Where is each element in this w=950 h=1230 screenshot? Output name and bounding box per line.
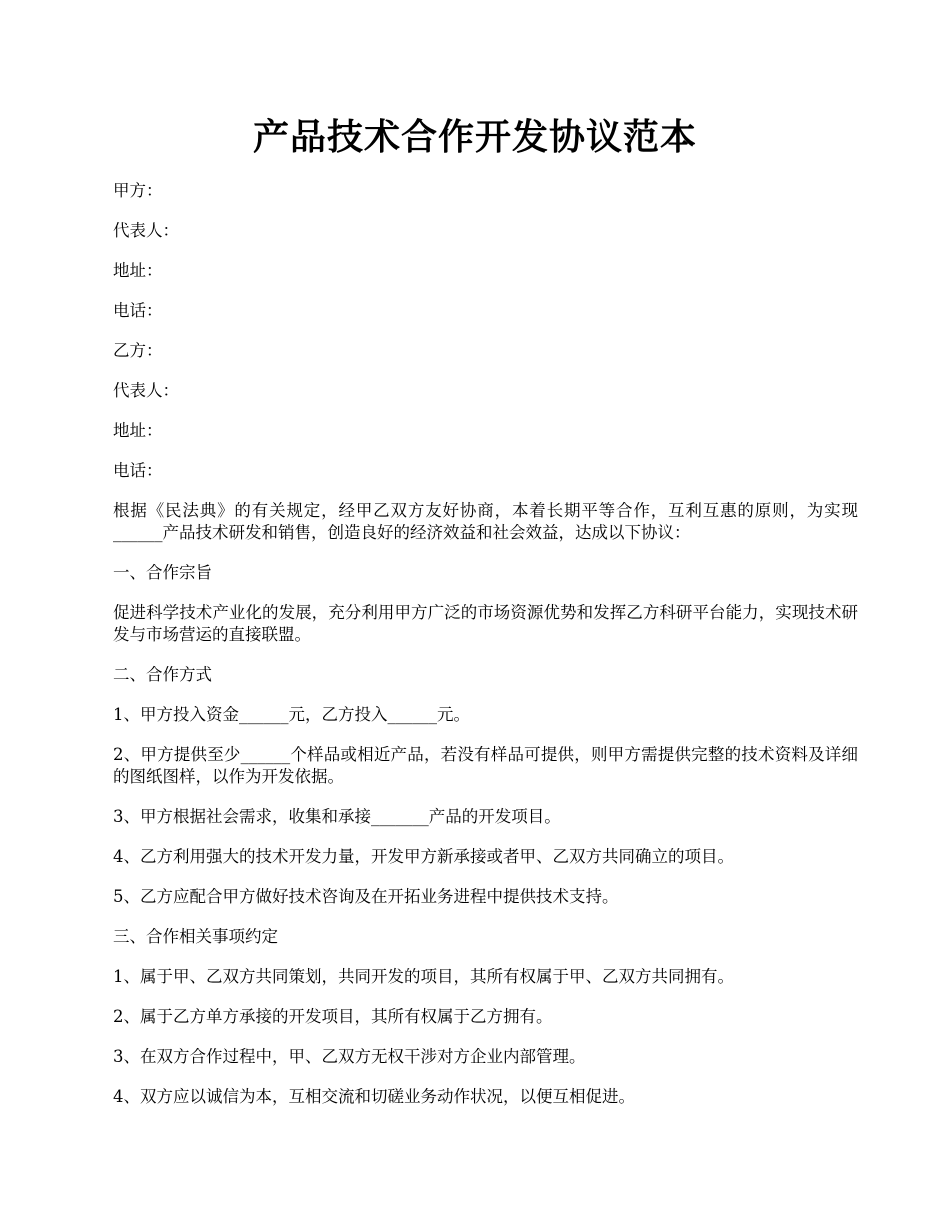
party-a-address-label: 地址： [113, 261, 163, 280]
clause-item: 3、在双方合作过程中，甲、乙双方无权干涉对方企业内部管理。 [113, 1047, 586, 1066]
party-a-label: 甲方： [113, 181, 163, 200]
clause-item: 2、属于乙方单方承接的开发项目，其所有权属于乙方拥有。 [113, 1007, 553, 1026]
clause-item: 5、乙方应配合甲方做好技术咨询及在开拓业务进程中提供技术支持。 [113, 887, 619, 906]
document-title: 产品技术合作开发协议范本 [252, 116, 697, 158]
party-b-label: 乙方： [113, 341, 163, 360]
preamble-paragraph: 根据《民法典》的有关规定，经甲乙双方友好协商，本着长期平等合作，互利互惠的原则，为实现______产品技术研发和销售，创造良好的经济效益和社会效益，达成以下协议： [113, 501, 858, 542]
clause-item: 1、甲方投入资金______元，乙方投入______元。 [113, 705, 470, 724]
section-heading-cooperation-mode: 二、合作方式 [113, 665, 212, 684]
party-b-address-label: 地址： [113, 421, 163, 440]
party-a-representative-label: 代表人： [113, 221, 179, 240]
clause-item: 4、双方应以诚信为本，互相交流和切磋业务动作状况，以便互相促进。 [113, 1087, 635, 1106]
section-purpose-body: 促进科学技术产业化的发展，充分利用甲方广泛的市场资源优势和发挥乙方科研平台能力，实现技术研发与市场营运的直接联盟。 [113, 603, 858, 644]
party-a-phone-label: 电话： [113, 301, 163, 320]
clause-item: 4、乙方利用强大的技术开发力量，开发甲方新承接或者甲、乙双方共同确立的项目。 [113, 847, 734, 866]
document-body [113, 180, 858, 1126]
section-heading-related-matters: 三、合作相关事项约定 [113, 927, 278, 946]
clause-item: 3、甲方根据社会需求，收集和承接_______产品的开发项目。 [113, 807, 561, 826]
clause-item: 2、甲方提供至少______个样品或相近产品，若没有样品可提供，则甲方需提供完整的技术资料及详细的图纸图样，以作为开发依据。 [113, 745, 858, 786]
party-b-representative-label: 代表人： [113, 381, 179, 400]
clause-item: 1、属于甲、乙双方共同策划，共同开发的项目，其所有权属于甲、乙双方共同拥有。 [113, 967, 734, 986]
section-heading-purpose: 一、合作宗旨 [113, 563, 212, 582]
party-b-phone-label: 电话： [113, 461, 163, 480]
